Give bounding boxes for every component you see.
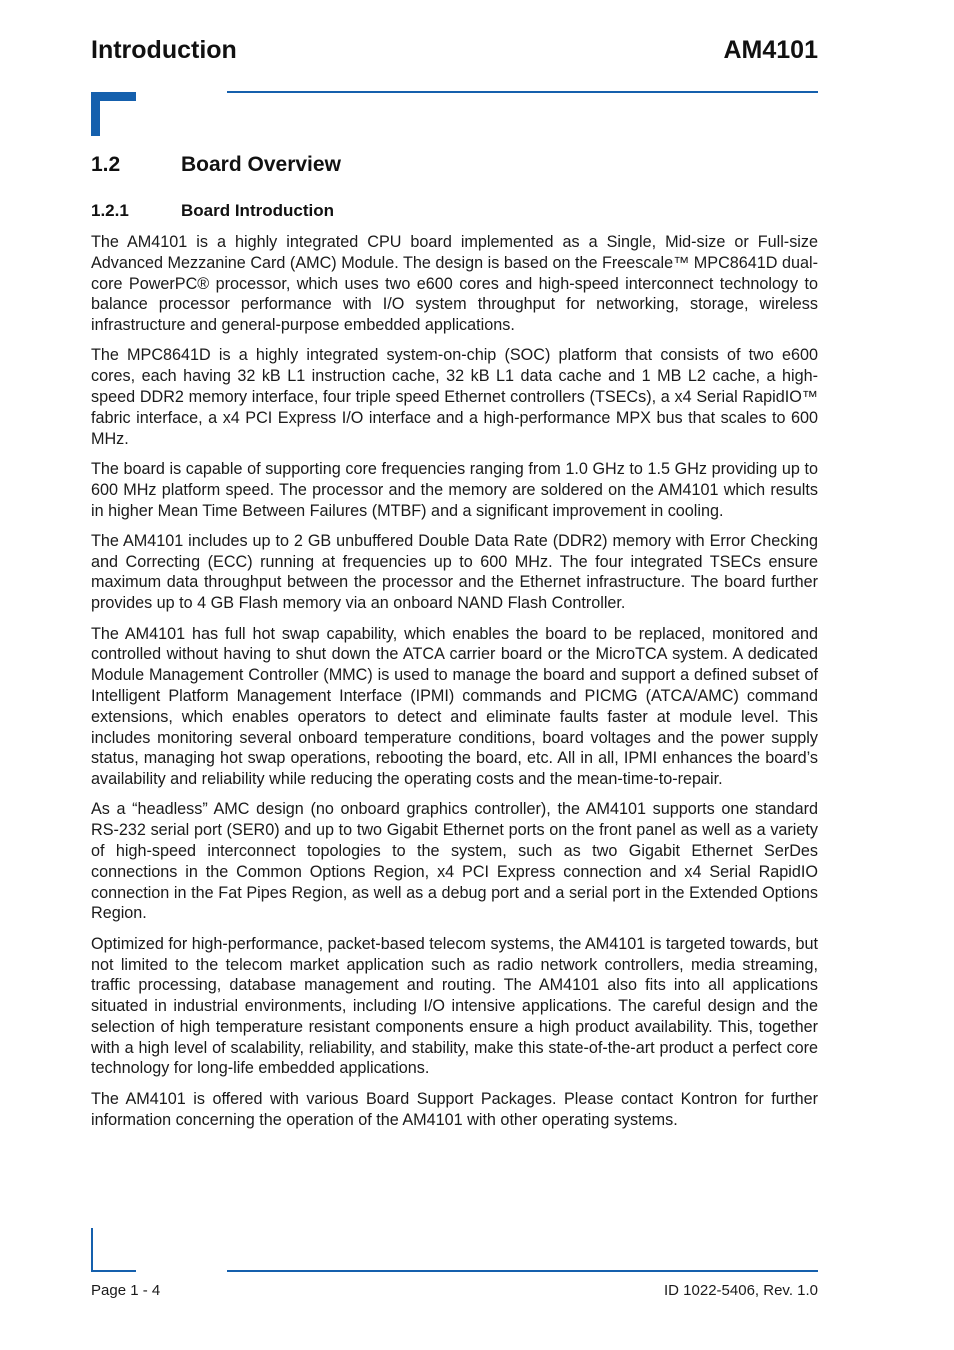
page-number: Page 1 - 4 <box>91 1282 161 1299</box>
paragraph: The AM4101 is a highly integrated CPU board implemented as a Single, Mid-size or Full-size Advanced Mezzanine Card (AMC) Module. The design is based on the Freescale™ MPC8641D dual-core PowerPC® processor, which uses two e600 cores and high-speed interconnect technology to balance processor performance with I/O system throughput for networking, storage, wireless infrastructure and general-purpose embedded applications. <box>91 233 818 335</box>
subsection-heading <box>91 201 334 221</box>
section-heading <box>91 153 341 177</box>
subsection-number: 1.2.1 <box>91 201 129 220</box>
paragraph: As a “headless” AMC design (no onboard graphics controller), the AM4101 supports one standard RS-232 serial port (SER0) and up to two Gigabit Ethernet ports on the front panel as well as a variety of high-speed interconnect topologies to the system, such as two Gigabit Ethernet SerDes connections in the Common Options Region, x4 PCI Express connection and x4 Serial RapidIO connection in the Fat Pipes Region, as well as a debug port and a serial port in the Extended Options Region. <box>91 800 818 923</box>
document-id: ID 1022-5406, Rev. 1.0 <box>664 1282 818 1299</box>
header-rule <box>227 91 818 93</box>
header-product-name: AM4101 <box>723 36 818 64</box>
paragraph: The AM4101 includes up to 2 GB unbuffered Double Data Rate (DDR2) memory with Error Checking and Correcting (ECC) running at frequencies up to 600 MHz. The four integrated TSECs ensure maximum data throughput between the processor and the Ethernet infrastructure. The board further provides up to 4 GB Flash memory via an onboard NAND Flash Controller. <box>91 531 818 613</box>
corner-mark-horizontal <box>91 92 136 101</box>
footer-corner-horizontal <box>91 1270 136 1272</box>
paragraph: The board is capable of supporting core frequencies ranging from 1.0 GHz to 1.5 GHz providing up to 600 MHz platform speed. The processor and the memory are soldered on the AM4101 which results in higher Mean Time Between Failures (MTBF) and a significant improvement in cooling. <box>91 459 818 520</box>
section-number: 1.2 <box>91 153 121 176</box>
paragraph: The MPC8641D is a highly integrated system-on-chip (SOC) platform that consists of two e600 cores, each having 32 kB L1 instruction cache, 32 kB L1 data cache and 1 MB L2 cache, a high-speed DDR2 memory interface, four triple speed Ethernet controllers (TSECs), a x4 Serial RapidIO™ fabric interface, a x4 PCI Express I/O interface and a high-performance MPX bus that scales to 600 MHz. <box>91 346 818 448</box>
paragraph: The AM4101 is offered with various Board Support Packages. Please contact Kontron for further information concerning the operation of the AM4101 with other operating systems. <box>91 1089 818 1129</box>
subsection-title: Board Introduction <box>181 201 334 220</box>
footer-rule <box>227 1270 818 1272</box>
footer-corner-vertical <box>91 1228 93 1272</box>
section-title: Board Overview <box>181 153 341 176</box>
paragraph: The AM4101 has full hot swap capability, which enables the board to be replaced, monitored and controlled without having to shut down the ATCA carrier board or the MicroTCA system. A dedicated Module Management Controller (MMC) is used to manage the board and support a defined subset of Intelligent Platform Management Interface (IPMI) commands and PICMG (ATCA/AMC) command extensions, which enables operators to detect and eliminate faults faster at module level. This includes monitoring several onboard temperature conditions, board voltages and the power supply status, managing hot swap operations, rebooting the board, etc. All in all, IPMI enhances the board’s availability and reliability while reducing the operating costs and the mean-time-to-repair. <box>91 624 818 789</box>
header-chapter-title: Introduction <box>91 36 237 64</box>
body-text <box>91 232 818 1140</box>
paragraph: Optimized for high-performance, packet-based telecom systems, the AM4101 is targeted towards, but not limited to the telecom market application such as radio network controllers, media streaming, traffic processing, database management and routing. The AM4101 also fits into all applications situated in industrial environments, including I/O intensive applications. The careful design and the selection of high temperature resistant components ensure a high product availability. This, together with a high level of scalability, reliability, and stability, make this state-of-the-art product a perfect core technology for long-life embedded applications. <box>91 934 818 1078</box>
